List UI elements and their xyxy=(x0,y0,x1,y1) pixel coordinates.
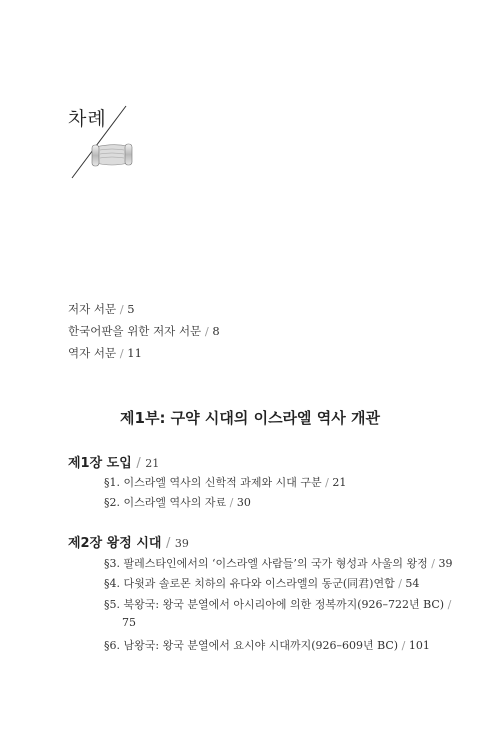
section-entry[interactable] xyxy=(104,474,346,490)
preface-list xyxy=(68,298,220,364)
section-entry[interactable] xyxy=(104,575,419,591)
page-number: 21 xyxy=(332,476,347,489)
page-number: 75 xyxy=(122,616,136,629)
page-separator: / xyxy=(325,476,329,489)
scroll-icon xyxy=(90,141,134,169)
preface-label: 역자 서문 xyxy=(68,346,117,360)
page-number: 54 xyxy=(405,577,420,590)
page-number: 11 xyxy=(127,346,142,360)
page-separator: / xyxy=(398,577,402,590)
chapter-title: 제1장 도입 xyxy=(68,456,132,471)
section-title: §4. 다윗과 솔로몬 치하의 유다와 이스라엘의 동군(同君)연합 xyxy=(104,577,395,590)
preface-item[interactable] xyxy=(68,342,220,364)
section-entry[interactable] xyxy=(104,555,452,571)
page-number: 21 xyxy=(145,457,160,470)
page-number: 5 xyxy=(127,302,135,316)
section-title: §1. 이스라엘 역사의 신학적 과제와 시대 구분 xyxy=(104,476,322,489)
section-entry-continued[interactable] xyxy=(122,616,136,629)
page-separator: / xyxy=(136,456,141,471)
preface-item[interactable] xyxy=(68,320,220,342)
page-number: 39 xyxy=(438,557,453,570)
page-separator: / xyxy=(204,324,209,338)
preface-label: 한국어판을 위한 저자 서문 xyxy=(68,324,202,338)
section-entry[interactable] xyxy=(104,494,251,510)
page-separator: / xyxy=(165,536,171,551)
page-separator: / xyxy=(119,302,124,316)
toc-heading: 차례 xyxy=(68,108,107,130)
section-title: §2. 이스라엘 역사의 자료 xyxy=(104,496,227,509)
chapter-entry[interactable] xyxy=(68,452,159,471)
section-entry[interactable] xyxy=(104,637,430,653)
page-number: 101 xyxy=(408,639,430,652)
chapter-entry[interactable] xyxy=(68,532,189,551)
section-title: §3. 팔레스타인에서의 ‘이스라엘 사람들’의 국가 형성과 사울의 왕정 xyxy=(104,557,428,570)
page-number: 39 xyxy=(174,537,189,550)
preface-item[interactable] xyxy=(68,298,220,320)
page-number: 8 xyxy=(212,324,220,338)
preface-label: 저자 서문 xyxy=(68,302,117,316)
section-entry[interactable] xyxy=(104,596,451,612)
page-number: 30 xyxy=(236,496,251,509)
chapter-title: 제2장 왕정 시대 xyxy=(68,536,162,551)
page-separator: / xyxy=(447,598,452,611)
section-title: §5. 북왕국: 왕국 분열에서 아시리아에 의한 정복까지(926–722년 BC) xyxy=(104,598,445,611)
page-separator: / xyxy=(401,639,406,652)
page-separator: / xyxy=(119,346,124,360)
page-separator: / xyxy=(229,496,234,509)
page-separator: / xyxy=(431,557,435,570)
section-title: §6. 남왕국: 왕국 분열에서 요시야 시대까지(926–609년 BC) xyxy=(104,639,399,652)
part-title: 제1부: 구약 시대의 이스라엘 역사 개관 xyxy=(120,409,380,427)
